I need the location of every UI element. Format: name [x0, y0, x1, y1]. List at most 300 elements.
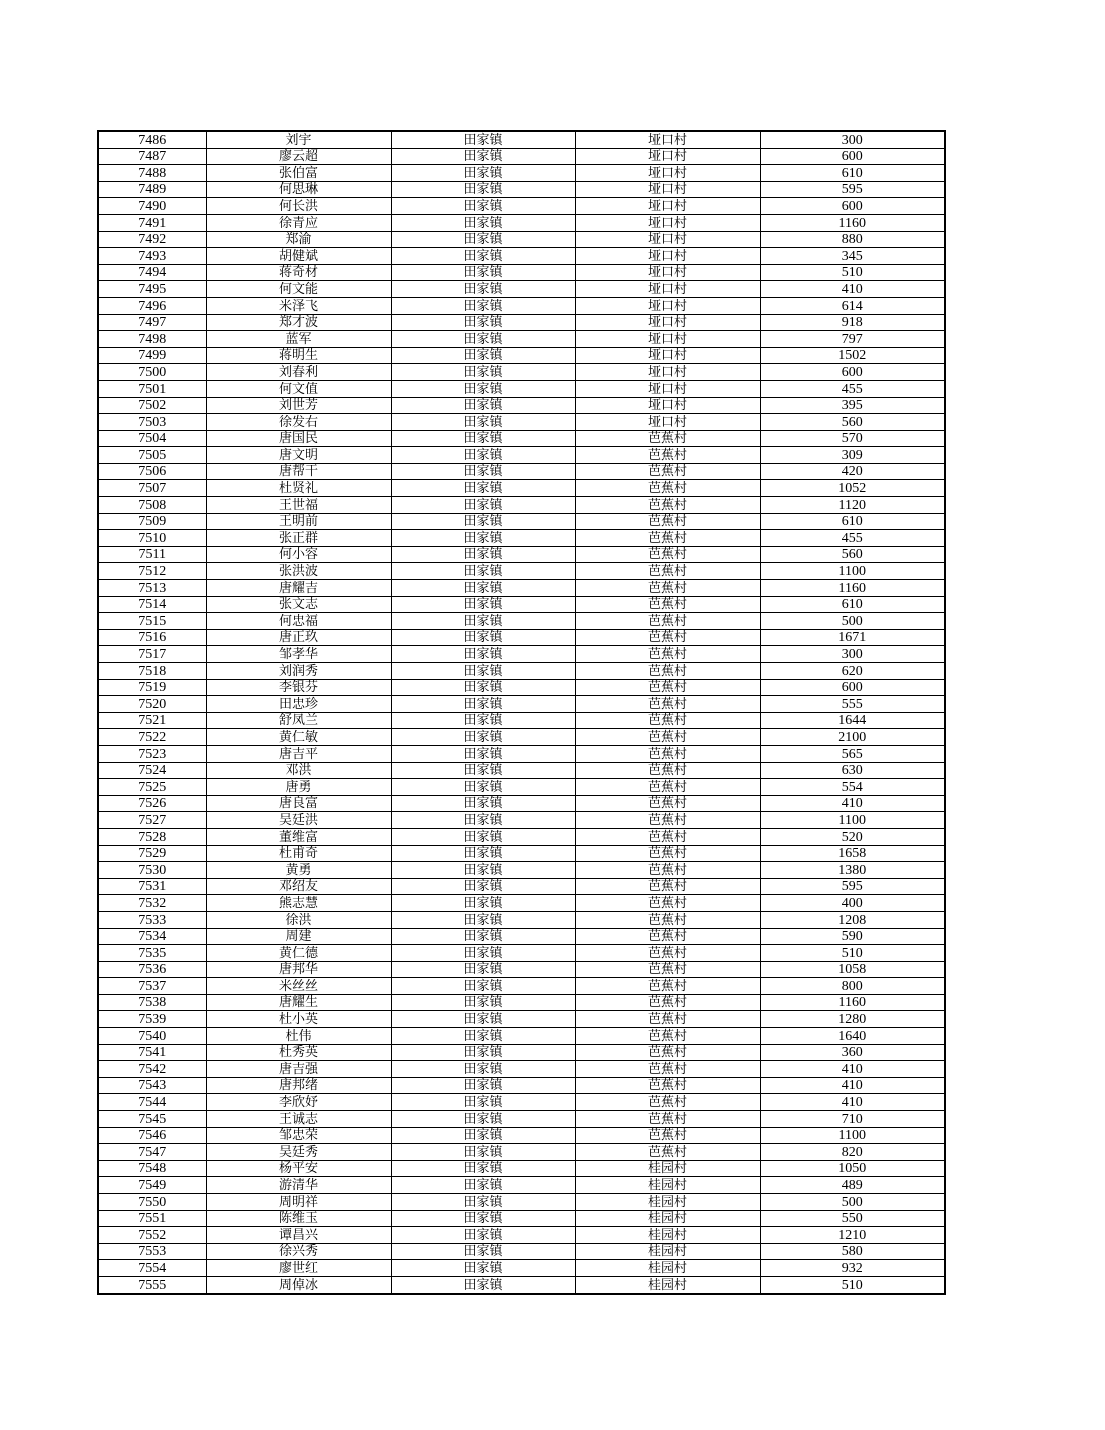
name-cell: 杜小英 — [206, 1011, 391, 1028]
amount-cell: 1208 — [760, 911, 945, 928]
amount-cell: 395 — [760, 397, 945, 414]
village-cell: 垭口村 — [575, 314, 760, 331]
village-cell: 芭蕉村 — [575, 480, 760, 497]
amount-cell: 360 — [760, 1044, 945, 1061]
village-cell: 芭蕉村 — [575, 629, 760, 646]
amount-cell: 1644 — [760, 712, 945, 729]
row-number-cell: 7491 — [98, 214, 206, 231]
village-cell: 桂园村 — [575, 1260, 760, 1277]
town-cell: 田家镇 — [391, 1194, 575, 1211]
row-number-cell: 7526 — [98, 795, 206, 812]
amount-cell: 570 — [760, 430, 945, 447]
name-cell: 黄仁德 — [206, 945, 391, 962]
row-number-cell: 7532 — [98, 895, 206, 912]
row-number-cell: 7537 — [98, 978, 206, 995]
table-row — [98, 1243, 945, 1260]
row-number-cell: 7512 — [98, 563, 206, 580]
town-cell: 田家镇 — [391, 712, 575, 729]
table-row — [98, 663, 945, 680]
row-number-cell: 7516 — [98, 629, 206, 646]
row-number-cell: 7535 — [98, 945, 206, 962]
row-number-cell: 7525 — [98, 779, 206, 796]
amount-cell: 500 — [760, 613, 945, 630]
village-cell: 垭口村 — [575, 148, 760, 165]
row-number-cell: 7528 — [98, 828, 206, 845]
town-cell: 田家镇 — [391, 1061, 575, 1078]
name-cell: 唐邦华 — [206, 961, 391, 978]
amount-cell: 500 — [760, 1194, 945, 1211]
village-cell: 芭蕉村 — [575, 878, 760, 895]
town-cell: 田家镇 — [391, 961, 575, 978]
row-number-cell: 7540 — [98, 1028, 206, 1045]
village-cell: 芭蕉村 — [575, 497, 760, 514]
table-row — [98, 331, 945, 348]
name-cell: 何忠福 — [206, 613, 391, 630]
table-row — [98, 629, 945, 646]
village-cell: 芭蕉村 — [575, 928, 760, 945]
table-body — [98, 131, 945, 1294]
amount-cell: 1050 — [760, 1160, 945, 1177]
name-cell: 唐帮干 — [206, 463, 391, 480]
village-cell: 芭蕉村 — [575, 961, 760, 978]
amount-cell: 800 — [760, 978, 945, 995]
village-cell: 芭蕉村 — [575, 828, 760, 845]
town-cell: 田家镇 — [391, 1044, 575, 1061]
village-cell: 芭蕉村 — [575, 862, 760, 879]
amount-cell: 1100 — [760, 1127, 945, 1144]
amount-cell: 1671 — [760, 629, 945, 646]
row-number-cell: 7550 — [98, 1194, 206, 1211]
table-row — [98, 347, 945, 364]
name-cell: 王明前 — [206, 513, 391, 530]
name-cell: 唐正玖 — [206, 629, 391, 646]
village-cell: 芭蕉村 — [575, 663, 760, 680]
amount-cell: 510 — [760, 1276, 945, 1293]
name-cell: 陈维玉 — [206, 1210, 391, 1227]
town-cell: 田家镇 — [391, 745, 575, 762]
name-cell: 杨平安 — [206, 1160, 391, 1177]
amount-cell: 345 — [760, 248, 945, 265]
town-cell: 田家镇 — [391, 812, 575, 829]
town-cell: 田家镇 — [391, 347, 575, 364]
row-number-cell: 7495 — [98, 281, 206, 298]
village-cell: 芭蕉村 — [575, 447, 760, 464]
village-cell: 垭口村 — [575, 165, 760, 182]
table-row — [98, 729, 945, 746]
village-cell: 芭蕉村 — [575, 795, 760, 812]
name-cell: 田忠珍 — [206, 696, 391, 713]
town-cell: 田家镇 — [391, 1094, 575, 1111]
row-number-cell: 7524 — [98, 762, 206, 779]
amount-cell: 595 — [760, 878, 945, 895]
row-number-cell: 7490 — [98, 198, 206, 215]
town-cell: 田家镇 — [391, 828, 575, 845]
town-cell: 田家镇 — [391, 1243, 575, 1260]
row-number-cell: 7508 — [98, 497, 206, 514]
row-number-cell: 7543 — [98, 1077, 206, 1094]
town-cell: 田家镇 — [391, 1077, 575, 1094]
name-cell: 周倬冰 — [206, 1276, 391, 1293]
row-number-cell: 7539 — [98, 1011, 206, 1028]
name-cell: 何长洪 — [206, 198, 391, 215]
table-row — [98, 911, 945, 928]
village-cell: 垭口村 — [575, 281, 760, 298]
village-cell: 垭口村 — [575, 198, 760, 215]
table-row — [98, 994, 945, 1011]
table-row — [98, 878, 945, 895]
town-cell: 田家镇 — [391, 795, 575, 812]
amount-cell: 1280 — [760, 1011, 945, 1028]
amount-cell: 300 — [760, 646, 945, 663]
town-cell: 田家镇 — [391, 729, 575, 746]
town-cell: 田家镇 — [391, 1144, 575, 1161]
amount-cell: 620 — [760, 663, 945, 680]
row-number-cell: 7501 — [98, 380, 206, 397]
amount-cell: 510 — [760, 945, 945, 962]
town-cell: 田家镇 — [391, 563, 575, 580]
row-number-cell: 7496 — [98, 297, 206, 314]
village-cell: 芭蕉村 — [575, 646, 760, 663]
amount-cell: 410 — [760, 1061, 945, 1078]
name-cell: 何思琳 — [206, 181, 391, 198]
amount-cell: 560 — [760, 546, 945, 563]
table-row — [98, 397, 945, 414]
village-cell: 芭蕉村 — [575, 1044, 760, 1061]
town-cell: 田家镇 — [391, 480, 575, 497]
row-number-cell: 7487 — [98, 148, 206, 165]
table-row — [98, 1011, 945, 1028]
row-number-cell: 7523 — [98, 745, 206, 762]
village-cell: 垭口村 — [575, 231, 760, 248]
row-number-cell: 7494 — [98, 264, 206, 281]
town-cell: 田家镇 — [391, 546, 575, 563]
town-cell: 田家镇 — [391, 1276, 575, 1293]
table-row — [98, 1061, 945, 1078]
village-cell: 芭蕉村 — [575, 1111, 760, 1128]
row-number-cell: 7546 — [98, 1127, 206, 1144]
row-number-cell: 7551 — [98, 1210, 206, 1227]
town-cell: 田家镇 — [391, 945, 575, 962]
name-cell: 唐耀吉 — [206, 580, 391, 597]
table-row — [98, 762, 945, 779]
row-number-cell: 7536 — [98, 961, 206, 978]
village-cell: 桂园村 — [575, 1227, 760, 1244]
amount-cell: 1160 — [760, 580, 945, 597]
row-number-cell: 7531 — [98, 878, 206, 895]
village-cell: 芭蕉村 — [575, 745, 760, 762]
village-cell: 芭蕉村 — [575, 696, 760, 713]
name-cell: 廖世红 — [206, 1260, 391, 1277]
name-cell: 唐勇 — [206, 779, 391, 796]
amount-cell: 455 — [760, 380, 945, 397]
village-cell: 芭蕉村 — [575, 1094, 760, 1111]
town-cell: 田家镇 — [391, 1127, 575, 1144]
village-cell: 芭蕉村 — [575, 513, 760, 530]
town-cell: 田家镇 — [391, 497, 575, 514]
row-number-cell: 7549 — [98, 1177, 206, 1194]
name-cell: 刘宇 — [206, 131, 391, 148]
table-row — [98, 928, 945, 945]
row-number-cell: 7530 — [98, 862, 206, 879]
town-cell: 田家镇 — [391, 530, 575, 547]
town-cell: 田家镇 — [391, 198, 575, 215]
row-number-cell: 7555 — [98, 1276, 206, 1293]
name-cell: 张洪波 — [206, 563, 391, 580]
row-number-cell: 7505 — [98, 447, 206, 464]
table-row — [98, 1260, 945, 1277]
town-cell: 田家镇 — [391, 1028, 575, 1045]
village-cell: 芭蕉村 — [575, 580, 760, 597]
amount-cell: 1100 — [760, 812, 945, 829]
table-row — [98, 314, 945, 331]
town-cell: 田家镇 — [391, 331, 575, 348]
village-cell: 芭蕉村 — [575, 596, 760, 613]
amount-cell: 600 — [760, 148, 945, 165]
row-number-cell: 7545 — [98, 1111, 206, 1128]
row-number-cell: 7507 — [98, 480, 206, 497]
name-cell: 米泽飞 — [206, 297, 391, 314]
table-row — [98, 862, 945, 879]
name-cell: 王世福 — [206, 497, 391, 514]
name-cell: 李银芬 — [206, 679, 391, 696]
town-cell: 田家镇 — [391, 845, 575, 862]
row-number-cell: 7492 — [98, 231, 206, 248]
name-cell: 张文志 — [206, 596, 391, 613]
town-cell: 田家镇 — [391, 1111, 575, 1128]
table-row — [98, 1227, 945, 1244]
town-cell: 田家镇 — [391, 314, 575, 331]
row-number-cell: 7488 — [98, 165, 206, 182]
name-cell: 徐兴秀 — [206, 1243, 391, 1260]
amount-cell: 410 — [760, 281, 945, 298]
town-cell: 田家镇 — [391, 231, 575, 248]
village-cell: 芭蕉村 — [575, 530, 760, 547]
row-number-cell: 7529 — [98, 845, 206, 862]
name-cell: 邓洪 — [206, 762, 391, 779]
town-cell: 田家镇 — [391, 696, 575, 713]
row-number-cell: 7538 — [98, 994, 206, 1011]
town-cell: 田家镇 — [391, 447, 575, 464]
name-cell: 唐良富 — [206, 795, 391, 812]
table-row — [98, 1276, 945, 1293]
name-cell: 唐吉平 — [206, 745, 391, 762]
name-cell: 何文能 — [206, 281, 391, 298]
name-cell: 蒋明生 — [206, 347, 391, 364]
table-row — [98, 131, 945, 148]
name-cell: 杜甫奇 — [206, 845, 391, 862]
table-row — [98, 845, 945, 862]
amount-cell: 1120 — [760, 497, 945, 514]
town-cell: 田家镇 — [391, 862, 575, 879]
row-number-cell: 7552 — [98, 1227, 206, 1244]
amount-cell: 520 — [760, 828, 945, 845]
table-row — [98, 513, 945, 530]
town-cell: 田家镇 — [391, 994, 575, 1011]
village-cell: 芭蕉村 — [575, 978, 760, 995]
town-cell: 田家镇 — [391, 878, 575, 895]
name-cell: 游清华 — [206, 1177, 391, 1194]
name-cell: 张伯富 — [206, 165, 391, 182]
name-cell: 郑渝 — [206, 231, 391, 248]
table-row — [98, 380, 945, 397]
name-cell: 谭昌兴 — [206, 1227, 391, 1244]
name-cell: 唐文明 — [206, 447, 391, 464]
village-cell: 芭蕉村 — [575, 546, 760, 563]
village-cell: 芭蕉村 — [575, 430, 760, 447]
amount-cell: 610 — [760, 165, 945, 182]
village-cell: 芭蕉村 — [575, 779, 760, 796]
amount-cell: 1052 — [760, 480, 945, 497]
amount-cell: 554 — [760, 779, 945, 796]
village-cell: 芭蕉村 — [575, 812, 760, 829]
name-cell: 何文值 — [206, 380, 391, 397]
village-cell: 桂园村 — [575, 1243, 760, 1260]
amount-cell: 309 — [760, 447, 945, 464]
table-row — [98, 546, 945, 563]
town-cell: 田家镇 — [391, 513, 575, 530]
amount-cell: 600 — [760, 198, 945, 215]
row-number-cell: 7510 — [98, 530, 206, 547]
town-cell: 田家镇 — [391, 214, 575, 231]
village-cell: 垭口村 — [575, 347, 760, 364]
town-cell: 田家镇 — [391, 1160, 575, 1177]
town-cell: 田家镇 — [391, 463, 575, 480]
town-cell: 田家镇 — [391, 1177, 575, 1194]
table-row — [98, 414, 945, 431]
amount-cell: 560 — [760, 414, 945, 431]
amount-cell: 455 — [760, 530, 945, 547]
name-cell: 米丝丝 — [206, 978, 391, 995]
town-cell: 田家镇 — [391, 762, 575, 779]
village-cell: 芭蕉村 — [575, 1011, 760, 1028]
row-number-cell: 7520 — [98, 696, 206, 713]
name-cell: 刘润秀 — [206, 663, 391, 680]
table-row — [98, 712, 945, 729]
table-row — [98, 828, 945, 845]
amount-cell: 614 — [760, 297, 945, 314]
name-cell: 黄勇 — [206, 862, 391, 879]
table-row — [98, 679, 945, 696]
town-cell: 田家镇 — [391, 181, 575, 198]
town-cell: 田家镇 — [391, 911, 575, 928]
amount-cell: 1160 — [760, 994, 945, 1011]
name-cell: 唐耀生 — [206, 994, 391, 1011]
row-number-cell: 7497 — [98, 314, 206, 331]
row-number-cell: 7514 — [98, 596, 206, 613]
town-cell: 田家镇 — [391, 1227, 575, 1244]
village-cell: 桂园村 — [575, 1160, 760, 1177]
amount-cell: 1380 — [760, 862, 945, 879]
table-row — [98, 596, 945, 613]
name-cell: 蓝军 — [206, 331, 391, 348]
village-cell: 芭蕉村 — [575, 994, 760, 1011]
village-cell: 芭蕉村 — [575, 679, 760, 696]
town-cell: 田家镇 — [391, 978, 575, 995]
table-row — [98, 961, 945, 978]
row-number-cell: 7506 — [98, 463, 206, 480]
table-row — [98, 530, 945, 547]
table-row — [98, 480, 945, 497]
name-cell: 刘春利 — [206, 364, 391, 381]
name-cell: 唐吉强 — [206, 1061, 391, 1078]
town-cell: 田家镇 — [391, 1260, 575, 1277]
row-number-cell: 7489 — [98, 181, 206, 198]
amount-cell: 1502 — [760, 347, 945, 364]
name-cell: 徐洪 — [206, 911, 391, 928]
row-number-cell: 7500 — [98, 364, 206, 381]
data-table — [97, 130, 946, 1295]
village-cell: 垭口村 — [575, 380, 760, 397]
table-row — [98, 1210, 945, 1227]
town-cell: 田家镇 — [391, 264, 575, 281]
amount-cell: 510 — [760, 264, 945, 281]
row-number-cell: 7521 — [98, 712, 206, 729]
amount-cell: 410 — [760, 795, 945, 812]
name-cell: 唐邦绪 — [206, 1077, 391, 1094]
name-cell: 熊志慧 — [206, 895, 391, 912]
name-cell: 杜贤礼 — [206, 480, 391, 497]
town-cell: 田家镇 — [391, 131, 575, 148]
amount-cell: 710 — [760, 1111, 945, 1128]
village-cell: 垭口村 — [575, 181, 760, 198]
table-row — [98, 895, 945, 912]
row-number-cell: 7504 — [98, 430, 206, 447]
village-cell: 垭口村 — [575, 131, 760, 148]
table-row — [98, 165, 945, 182]
village-cell: 垭口村 — [575, 397, 760, 414]
village-cell: 桂园村 — [575, 1177, 760, 1194]
amount-cell: 1658 — [760, 845, 945, 862]
amount-cell: 400 — [760, 895, 945, 912]
name-cell: 周明祥 — [206, 1194, 391, 1211]
table-row — [98, 364, 945, 381]
name-cell: 李欣妤 — [206, 1094, 391, 1111]
row-number-cell: 7486 — [98, 131, 206, 148]
amount-cell: 880 — [760, 231, 945, 248]
village-cell: 芭蕉村 — [575, 895, 760, 912]
table-row — [98, 231, 945, 248]
village-cell: 芭蕉村 — [575, 845, 760, 862]
amount-cell: 565 — [760, 745, 945, 762]
table-row — [98, 1160, 945, 1177]
table-row — [98, 696, 945, 713]
name-cell: 杜伟 — [206, 1028, 391, 1045]
town-cell: 田家镇 — [391, 248, 575, 265]
amount-cell: 410 — [760, 1094, 945, 1111]
table-row — [98, 1094, 945, 1111]
table-row — [98, 264, 945, 281]
name-cell: 徐青应 — [206, 214, 391, 231]
amount-cell: 600 — [760, 679, 945, 696]
row-number-cell: 7553 — [98, 1243, 206, 1260]
row-number-cell: 7509 — [98, 513, 206, 530]
amount-cell: 820 — [760, 1144, 945, 1161]
village-cell: 桂园村 — [575, 1210, 760, 1227]
amount-cell: 610 — [760, 596, 945, 613]
amount-cell: 590 — [760, 928, 945, 945]
amount-cell: 300 — [760, 131, 945, 148]
row-number-cell: 7515 — [98, 613, 206, 630]
town-cell: 田家镇 — [391, 779, 575, 796]
amount-cell: 797 — [760, 331, 945, 348]
name-cell: 蒋奇材 — [206, 264, 391, 281]
town-cell: 田家镇 — [391, 380, 575, 397]
name-cell: 董维富 — [206, 828, 391, 845]
row-number-cell: 7503 — [98, 414, 206, 431]
village-cell: 芭蕉村 — [575, 729, 760, 746]
table-row — [98, 563, 945, 580]
village-cell: 芭蕉村 — [575, 712, 760, 729]
